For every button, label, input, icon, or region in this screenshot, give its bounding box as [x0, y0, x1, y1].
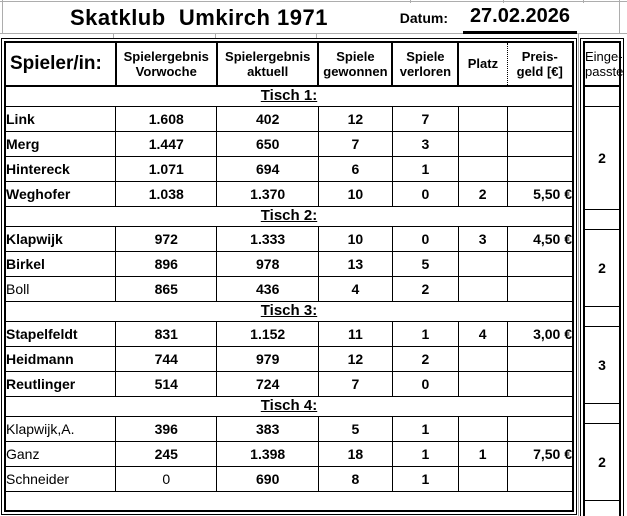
- col-header-line: gewonnen: [323, 64, 388, 79]
- cell-prize[interactable]: [507, 156, 573, 181]
- col-header-line: Einge-: [585, 48, 623, 64]
- cell-player-name[interactable]: Stapelfeldt: [5, 321, 116, 346]
- date-value-cell[interactable]: 27.02.2026: [463, 1, 577, 34]
- player-row: [5, 371, 573, 396]
- cell-games-won[interactable]: 12: [318, 106, 392, 131]
- player-row: [5, 276, 573, 301]
- tisch-section-cell: [5, 301, 573, 321]
- col-header-line: Spielergebnis: [225, 48, 311, 64]
- cell-games-lost[interactable]: 5: [392, 251, 458, 276]
- cell-games-lost[interactable]: 1: [392, 466, 458, 491]
- cell-player-name[interactable]: Birkel: [5, 251, 116, 276]
- cell-prize[interactable]: 7,50 €: [507, 441, 573, 466]
- col-header-player: Spieler/in:: [5, 42, 116, 86]
- cell-score-current[interactable]: 1.333: [217, 226, 318, 251]
- cell-score-current[interactable]: 1.152: [217, 321, 318, 346]
- tisch-label: Tisch 3:: [260, 302, 318, 319]
- player-row: [5, 106, 573, 131]
- cell-score-prev[interactable]: 1.071: [116, 156, 217, 181]
- cell-score-current[interactable]: 694: [217, 156, 318, 181]
- eingepasste-spacer-row: [584, 86, 620, 106]
- cell-games-lost[interactable]: 1: [392, 441, 458, 466]
- tisch-label: Tisch 1:: [260, 87, 318, 105]
- gridline: [583, 0, 584, 3]
- col-header-line: Spiele: [336, 48, 375, 64]
- col-header-prize: [507, 42, 573, 86]
- eingepasste-spacer-cell: [584, 86, 620, 106]
- player-row: [5, 346, 573, 371]
- col-header-score-prev: [116, 42, 217, 86]
- cell-score-prev[interactable]: 831: [116, 321, 217, 346]
- cell-player-name[interactable]: Link: [5, 106, 116, 131]
- cell-games-won[interactable]: 12: [318, 346, 392, 371]
- cell-score-current[interactable]: 978: [217, 251, 318, 276]
- player-row: [5, 321, 573, 346]
- eingepasste-value-row: [584, 326, 620, 403]
- cell-score-current[interactable]: 383: [217, 416, 318, 441]
- gridline: [578, 34, 579, 516]
- eingepasste-value-row: [584, 229, 620, 306]
- eingepasste-header-row: [584, 42, 620, 86]
- eingepasste-value-row: [584, 106, 620, 209]
- cell-platz[interactable]: [458, 276, 507, 301]
- tisch-section-cell: [5, 491, 573, 511]
- cell-player-name[interactable]: Schneider: [5, 466, 116, 491]
- eingepasste-column-wrapper: [580, 38, 624, 516]
- col-header-line: Spiele: [406, 48, 445, 64]
- cell-score-prev[interactable]: 0: [116, 466, 217, 491]
- cell-score-prev[interactable]: 865: [116, 276, 217, 301]
- cell-games-lost[interactable]: 3: [392, 131, 458, 156]
- sheet-title: Skatklub Umkirch 1971: [69, 5, 328, 30]
- cell-eingepasste[interactable]: 2: [584, 229, 620, 306]
- col-header-games-lost: [392, 42, 458, 86]
- date-label: Datum:: [399, 10, 448, 26]
- cell-platz[interactable]: [458, 346, 507, 371]
- tisch-section-cell: [5, 396, 573, 416]
- cell-player-name[interactable]: Klapwijk,A.: [5, 416, 116, 441]
- cell-games-won[interactable]: 11: [318, 321, 392, 346]
- cell-prize[interactable]: [507, 346, 573, 371]
- cell-prize[interactable]: [507, 416, 573, 441]
- tisch-section-row: [5, 491, 573, 511]
- cell-games-won[interactable]: 7: [318, 131, 392, 156]
- cell-eingepasste[interactable]: 2: [584, 106, 620, 209]
- cell-games-won[interactable]: 7: [318, 371, 392, 396]
- cell-eingepasste[interactable]: 2: [584, 423, 620, 500]
- main-table-wrapper: [1, 38, 577, 515]
- cell-player-name[interactable]: Ganz: [5, 441, 116, 466]
- player-row: [5, 441, 573, 466]
- col-header-platz: Platz: [458, 42, 507, 86]
- cell-games-lost[interactable]: 7: [392, 106, 458, 131]
- cell-games-lost[interactable]: 1: [392, 416, 458, 441]
- cell-games-lost[interactable]: 1: [392, 321, 458, 346]
- cell-player-name[interactable]: Weghofer: [5, 181, 116, 206]
- cell-score-current[interactable]: 402: [217, 106, 318, 131]
- tisch-section-row: [5, 301, 573, 321]
- cell-games-won[interactable]: 18: [318, 441, 392, 466]
- cell-score-current[interactable]: 436: [217, 276, 318, 301]
- col-header-games-won: [318, 42, 392, 86]
- col-header-line: aktuell: [247, 64, 289, 79]
- tisch-label: Tisch 2:: [260, 207, 318, 224]
- cell-score-current[interactable]: 650: [217, 131, 318, 156]
- cell-platz[interactable]: [458, 251, 507, 276]
- eingepasste-spacer-cell: [584, 403, 620, 423]
- cell-score-prev[interactable]: 514: [116, 371, 217, 396]
- tisch-section-row: [5, 86, 573, 106]
- cell-player-name[interactable]: Klapwijk: [5, 226, 116, 251]
- cell-score-current[interactable]: 979: [217, 346, 318, 371]
- cell-score-current[interactable]: 690: [217, 466, 318, 491]
- cell-prize[interactable]: [507, 106, 573, 131]
- tisch-section-cell: [5, 206, 573, 226]
- cell-player-name[interactable]: Merg: [5, 131, 116, 156]
- eingepasste-spacer-cell: [584, 209, 620, 229]
- eingepasste-spacer-row: [584, 500, 620, 516]
- cell-player-name[interactable]: Hintereck: [5, 156, 116, 181]
- cell-platz[interactable]: [458, 131, 507, 156]
- col-header-line: Spielergebnis: [123, 48, 209, 64]
- eingepasste-spacer-row: [584, 306, 620, 326]
- player-row: [5, 181, 573, 206]
- tisch-section-row: [5, 206, 573, 226]
- cell-score-prev[interactable]: 896: [116, 251, 217, 276]
- cell-games-lost[interactable]: 2: [392, 346, 458, 371]
- cell-platz[interactable]: 1: [458, 441, 507, 466]
- cell-score-prev[interactable]: 744: [116, 346, 217, 371]
- player-row: [5, 131, 573, 156]
- cell-platz[interactable]: [458, 371, 507, 396]
- cell-score-prev[interactable]: 1.608: [116, 106, 217, 131]
- cell-prize[interactable]: 4,50 €: [507, 226, 573, 251]
- eingepasste-value-row: [584, 423, 620, 500]
- column-header-row: [5, 42, 573, 86]
- eingepasste-spacer-row: [584, 209, 620, 229]
- cell-platz[interactable]: [458, 106, 507, 131]
- eingepasste-spacer-row: [584, 403, 620, 423]
- cell-score-prev[interactable]: 972: [116, 226, 217, 251]
- col-header-line: Vorwoche: [135, 64, 197, 79]
- cell-player-name[interactable]: Heidmann: [5, 346, 116, 371]
- cell-games-lost[interactable]: 0: [392, 181, 458, 206]
- cell-prize[interactable]: [507, 371, 573, 396]
- cell-games-won[interactable]: 10: [318, 181, 392, 206]
- cell-games-won[interactable]: 6: [318, 156, 392, 181]
- cell-prize[interactable]: [507, 466, 573, 491]
- cell-platz[interactable]: [458, 156, 507, 181]
- cell-games-lost[interactable]: 1: [392, 156, 458, 181]
- player-row: [5, 156, 573, 181]
- cell-prize[interactable]: 5,50 €: [507, 181, 573, 206]
- cell-prize[interactable]: [507, 251, 573, 276]
- cell-eingepasste[interactable]: 3: [584, 326, 620, 403]
- cell-platz[interactable]: 3: [458, 226, 507, 251]
- col-header-line: passte: [585, 64, 624, 79]
- cell-score-current[interactable]: 1.398: [217, 441, 318, 466]
- gridline: [410, 0, 411, 3]
- tisch-section-cell: [5, 86, 573, 106]
- cell-score-prev[interactable]: 245: [116, 441, 217, 466]
- cell-platz[interactable]: 2: [458, 181, 507, 206]
- cell-prize[interactable]: [507, 276, 573, 301]
- col-header-line: verloren: [399, 64, 452, 79]
- cell-games-won[interactable]: 4: [318, 276, 392, 301]
- cell-platz[interactable]: [458, 416, 507, 441]
- cell-games-lost[interactable]: 0: [392, 371, 458, 396]
- cell-prize[interactable]: [507, 131, 573, 156]
- col-header-score-current: [217, 42, 318, 86]
- cell-score-prev[interactable]: 396: [116, 416, 217, 441]
- eingepasste-spacer-cell: [584, 306, 620, 326]
- cell-score-prev[interactable]: 1.038: [116, 181, 217, 206]
- col-header-eingepasste: [584, 42, 624, 86]
- eingepasste-table: [583, 41, 624, 516]
- cell-player-name[interactable]: Reutlinger: [5, 371, 116, 396]
- cell-score-current[interactable]: 724: [217, 371, 318, 396]
- cell-games-won[interactable]: 13: [318, 251, 392, 276]
- cell-score-current[interactable]: 1.370: [217, 181, 318, 206]
- tisch-label: Tisch 4:: [260, 397, 318, 414]
- results-table: [4, 41, 574, 512]
- player-row: [5, 251, 573, 276]
- cell-games-won[interactable]: 5: [318, 416, 392, 441]
- player-row: [5, 226, 573, 251]
- player-row: [5, 416, 573, 441]
- cell-games-won[interactable]: 10: [318, 226, 392, 251]
- player-row: [5, 466, 573, 491]
- col-header-line: geld [€]: [516, 64, 563, 79]
- tisch-section-row: [5, 396, 573, 416]
- col-header-line: Preis-: [521, 48, 558, 64]
- cell-platz[interactable]: [458, 466, 507, 491]
- cell-score-prev[interactable]: 1.447: [116, 131, 217, 156]
- cell-games-lost[interactable]: 2: [392, 276, 458, 301]
- eingepasste-spacer-cell: [584, 500, 620, 516]
- cell-games-lost[interactable]: 0: [392, 226, 458, 251]
- cell-platz[interactable]: 4: [458, 321, 507, 346]
- cell-prize[interactable]: 3,00 €: [507, 321, 573, 346]
- gridline: [619, 0, 620, 34]
- cell-player-name[interactable]: Boll: [5, 276, 116, 301]
- cell-games-won[interactable]: 8: [318, 466, 392, 491]
